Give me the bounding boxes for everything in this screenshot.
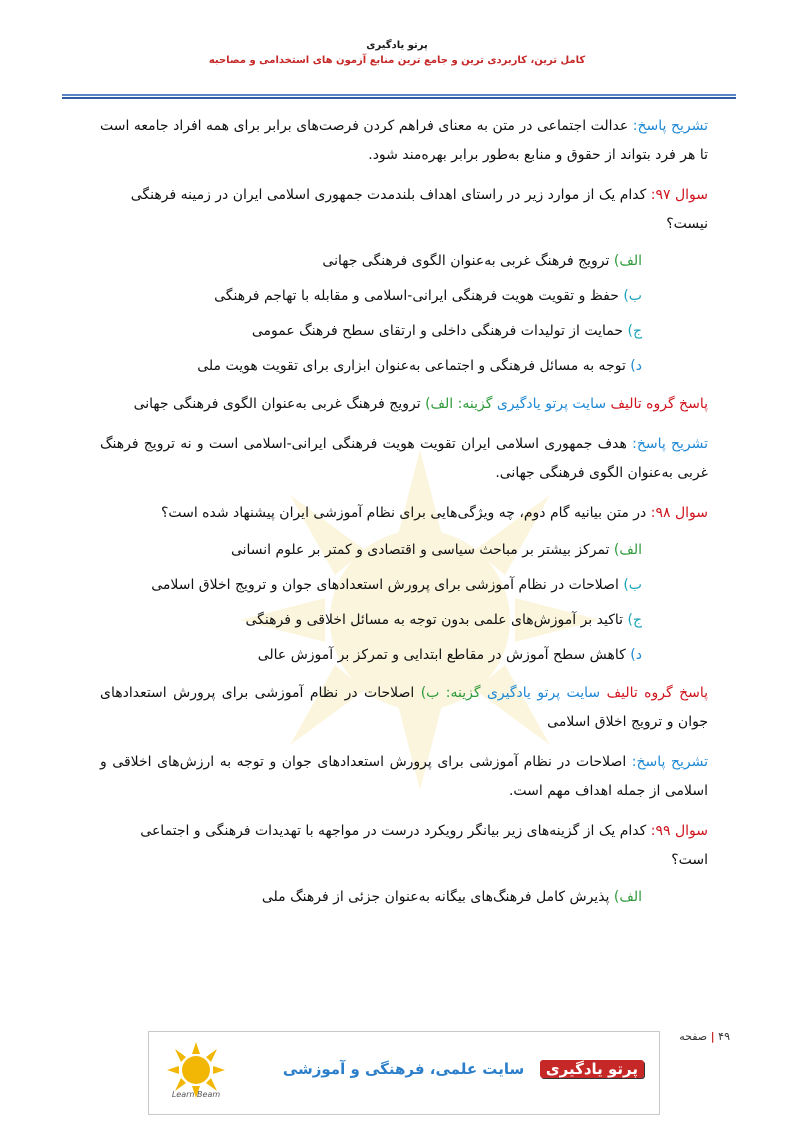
explanation-text: عدالت اجتماعی در متن به معنای فراهم کردن فرصت‌های برابر برای همه افراد جامعه است تا هر فرد بتواند از حقوق و منابع به‌طور برابر بهره‌مند شود. (100, 118, 708, 163)
question-99-option-a (100, 886, 642, 908)
option-label: د) (630, 647, 642, 663)
question-98 (100, 499, 708, 528)
question-98-option-d (100, 644, 642, 666)
question-99 (100, 817, 708, 875)
explanation-label: تشریح پاسخ: (631, 754, 709, 770)
question-label: سوال ۹۹: (650, 823, 708, 839)
option-label: ج) (627, 612, 642, 628)
banner-site-name: پرتو یادگیری (540, 1060, 644, 1078)
option-text: تاکید بر آموزش‌های علمی بدون توجه به مسائل اخلاقی و فرهنگی (245, 612, 628, 628)
answer-choice: الف) (425, 396, 454, 412)
option-label: د) (630, 358, 642, 374)
explanation-label: تشریح پاسخ: (632, 436, 709, 452)
option-label: الف) (613, 542, 642, 558)
banner-slogan: سایت علمی، فرهنگی و آموزشی (282, 1060, 525, 1078)
page-number-label: صفحه (679, 1030, 708, 1043)
option-label: الف) (613, 889, 642, 905)
option-text: اصلاحات در نظام آموزشی برای پرورش استعدادهای جوان و ترویج اخلاق اسلامی (151, 577, 624, 593)
page-number-value: ۴۹ (718, 1030, 730, 1043)
option-text: توجه به مسائل فرهنگی و اجتماعی به‌عنوان ابزاری برای تقویت هویت ملی (197, 358, 631, 374)
option-text: کاهش سطح آموزش در مقاطع ابتدایی و تمرکز بر آموزش عالی (257, 647, 631, 663)
question-97-option-a (100, 250, 642, 272)
explanation-paragraph (100, 112, 708, 170)
answer-site: سایت پرتو یادگیری (496, 396, 607, 412)
explanation-text: هدف جمهوری اسلامی ایران تقویت هویت فرهنگی ایرانی-اسلامی است و نه ترویج فرهنگ غربی به‌عنوان الگوی فرهنگی جهانی. (100, 436, 708, 481)
explanation-paragraph (100, 748, 708, 806)
option-label: ب) (623, 577, 642, 593)
document-body (100, 112, 708, 921)
option-label: ج) (627, 323, 642, 339)
answer-98 (100, 679, 708, 737)
answer-text: اصلاحات در نظام آموزشی برای پرورش استعدادهای جوان و ترویج اخلاق اسلامی (100, 685, 708, 730)
question-text: در متن بیانیه گام دوم، چه ویژگی‌هایی برای نظام آموزشی ایران پیشنهاد شده است؟ (160, 505, 651, 521)
question-text: کدام یک از موارد زیر در راستای اهداف بلندمدت جمهوری اسلامی ایران در زمینه فرهنگی نیست؟ (130, 187, 708, 232)
question-97-option-c (100, 320, 642, 342)
question-98-option-b (100, 574, 642, 596)
answer-choice-label: گزینه: (445, 685, 481, 701)
header-subtitle: کامل ترین، کاربردی ترین و جامع ترین منابع آزمون های استخدامی و مصاحبه (208, 55, 586, 66)
answer-97 (100, 390, 708, 419)
header-divider (62, 94, 736, 99)
explanation-label: تشریح پاسخ: (632, 118, 708, 134)
answer-choice: ب) (420, 685, 440, 701)
header-title: پرتو یادگیری (366, 40, 428, 51)
question-98-option-c (100, 609, 642, 631)
explanation-text: اصلاحات در نظام آموزشی برای پرورش استعدادهای جوان و توجه به ارزش‌های اخلاقی و اسلامی از جمله اهداف مهم است. (100, 754, 708, 799)
answer-label: پاسخ گروه تالیف (606, 685, 709, 701)
option-text: حمایت از تولیدات فرهنگی داخلی و ارتقای سطح فرهنگ عمومی (251, 323, 628, 339)
option-text: پذیرش کامل فرهنگ‌های بیگانه به‌عنوان جزئی از فرهنگ ملی (261, 889, 614, 905)
page-separator: | (710, 1030, 715, 1043)
answer-choice-label: گزینه: (457, 396, 493, 412)
question-97-option-d (100, 355, 642, 377)
question-98-option-a (100, 539, 642, 561)
option-text: ترویج فرهنگ غربی به‌عنوان الگوی فرهنگی جهانی (322, 253, 614, 269)
question-text: کدام یک از گزینه‌های زیر بیانگر رویکرد درست در مواجهه با تهدیدات فرهنگی و اجتماعی است؟ (140, 823, 708, 868)
footer-banner[interactable] (148, 1031, 660, 1115)
question-97-option-b (100, 285, 642, 307)
explanation-paragraph (100, 430, 708, 488)
option-label: الف) (613, 253, 642, 269)
question-label: سوال ۹۸: (650, 505, 708, 521)
answer-text: ترویج فرهنگ غربی به‌عنوان الگوی فرهنگی جهانی (133, 396, 426, 412)
answer-label: پاسخ گروه تالیف (610, 396, 708, 412)
page-header (0, 40, 794, 66)
option-text: تمرکز بیشتر بر مباحث سیاسی و اقتصادی و کمتر بر علوم انسانی (230, 542, 614, 558)
logo-caption: Learn Beam (171, 1090, 221, 1099)
answer-site: سایت پرتو یادگیری (486, 685, 601, 701)
question-97 (100, 181, 708, 239)
option-text: حفظ و تقویت هویت فرهنگی ایرانی-اسلامی و مقابله با تهاجم فرهنگی (214, 288, 624, 304)
banner-text (282, 1060, 644, 1086)
question-label: سوال ۹۷: (650, 187, 708, 203)
option-label: ب) (623, 288, 642, 304)
